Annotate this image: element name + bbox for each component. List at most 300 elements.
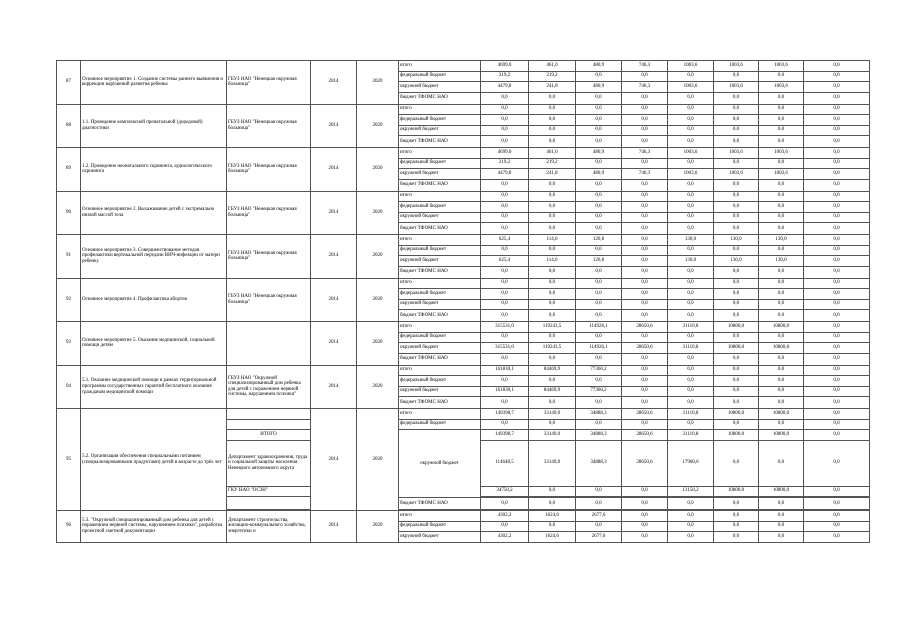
- value-cell: 130,0: [714, 256, 759, 267]
- table-row: [57, 511, 870, 522]
- start-year: 2014: [311, 191, 357, 235]
- value-cell: 10800,0: [714, 343, 759, 354]
- value-cell: 1624,6: [529, 532, 576, 543]
- value-cell: 0,0: [622, 386, 668, 397]
- value-cell: 0,0: [576, 353, 622, 365]
- end-year: 2020: [357, 278, 399, 322]
- table-body: [57, 61, 870, 543]
- value-cell: 149398,7: [481, 430, 529, 441]
- source-label: бюджет ТФОМС НАО: [399, 266, 481, 278]
- row-number: 91: [57, 235, 81, 279]
- value-cell: 0,0: [714, 266, 759, 278]
- end-year: 2020: [357, 365, 399, 409]
- value-cell: 114926,1: [576, 322, 622, 333]
- value-cell: 0,0: [804, 82, 870, 93]
- value-cell: 0,0: [804, 440, 870, 486]
- value-cell: 0,0: [714, 179, 759, 191]
- value-cell: 0,0: [481, 125, 529, 136]
- value-cell: 2677,6: [576, 511, 622, 522]
- value-cell: 0,0: [714, 440, 759, 486]
- activity-name: 5.2. Организация обеспечения специальными питанием (специализированными продуктами) детей в возрасте до трёх лет: [81, 409, 227, 511]
- value-cell: 0,0: [759, 266, 804, 278]
- source-label: итого: [399, 104, 481, 115]
- value-cell: 241,8: [529, 82, 576, 93]
- source-label: федеральный бюджет: [399, 202, 481, 213]
- value-cell: 161830,1: [481, 365, 529, 376]
- value-cell: 0,0: [759, 115, 804, 126]
- value-cell: 0,0: [668, 332, 714, 343]
- value-cell: 0,0: [576, 104, 622, 115]
- source-label: федеральный бюджет: [399, 376, 481, 387]
- value-cell: 0,0: [668, 397, 714, 409]
- value-cell: 0,0: [622, 115, 668, 126]
- value-cell: 0,0: [714, 115, 759, 126]
- value-cell: 0,0: [576, 486, 622, 497]
- value-cell: 10800,0: [759, 430, 804, 441]
- executor: ГБУЗ НАО "Ненецкая окружная больница": [227, 278, 311, 322]
- value-cell: 0,0: [759, 125, 804, 136]
- value-cell: 10800,0: [759, 322, 804, 333]
- value-cell: 28650,6: [622, 409, 668, 420]
- value-cell: 219,2: [481, 158, 529, 169]
- row-number: 95: [57, 409, 81, 511]
- value-cell: 33149,0: [529, 440, 576, 486]
- value-cell: 0,0: [714, 92, 759, 104]
- activity-name: Основное мероприятие 5. Оказание медицинской, социальной помощи детям: [81, 322, 227, 366]
- value-cell: 0,0: [668, 223, 714, 235]
- value-cell: 0,0: [804, 245, 870, 256]
- end-year: 2020: [357, 104, 399, 148]
- value-cell: 0,0: [622, 212, 668, 223]
- value-cell: 0,0: [804, 332, 870, 343]
- value-cell: 0,0: [759, 179, 804, 191]
- value-cell: 219,2: [481, 71, 529, 82]
- value-cell: 625,4: [481, 256, 529, 267]
- value-cell: 0,0: [622, 310, 668, 322]
- value-cell: 28650,6: [622, 440, 668, 486]
- value-cell: 0,0: [804, 223, 870, 235]
- value-cell: 0,0: [759, 289, 804, 300]
- start-year: 2014: [311, 61, 357, 105]
- value-cell: 0,0: [529, 299, 576, 310]
- value-cell: 10800,0: [714, 486, 759, 497]
- value-cell: 0,0: [759, 397, 804, 409]
- value-cell: 0,0: [481, 376, 529, 387]
- value-cell: 0,0: [622, 486, 668, 497]
- source-label: окружной бюджет: [399, 169, 481, 180]
- value-cell: 0,0: [668, 158, 714, 169]
- executor: ГБУЗ НАО "Ненецкая окружная больница": [227, 235, 311, 279]
- value-cell: 0,0: [481, 245, 529, 256]
- value-cell: 746,3: [622, 148, 668, 159]
- value-cell: 0,0: [668, 289, 714, 300]
- value-cell: 4479,8: [481, 169, 529, 180]
- value-cell: 31110,8: [668, 322, 714, 333]
- value-cell: 28650,6: [622, 430, 668, 441]
- value-cell: 33149,0: [529, 430, 576, 441]
- value-cell: 0,0: [668, 212, 714, 223]
- value-cell: 0,0: [529, 202, 576, 213]
- value-cell: 0,0: [804, 430, 870, 441]
- source-label: федеральный бюджет: [399, 289, 481, 300]
- end-year: 2020: [357, 409, 399, 511]
- value-cell: 0,0: [668, 245, 714, 256]
- value-cell: 0,0: [804, 92, 870, 104]
- value-cell: 0,0: [529, 486, 576, 497]
- value-cell: 315531,0: [481, 322, 529, 333]
- value-cell: 0,0: [804, 71, 870, 82]
- value-cell: 4302,2: [481, 532, 529, 543]
- value-cell: 0,0: [714, 104, 759, 115]
- source-label: федеральный бюджет: [399, 71, 481, 82]
- value-cell: 0,0: [481, 498, 529, 510]
- source-label: итого: [399, 278, 481, 289]
- value-cell: 4699,0: [481, 61, 529, 72]
- value-cell: 0,0: [714, 419, 759, 430]
- value-cell: 0,0: [576, 521, 622, 532]
- value-cell: 0,0: [529, 521, 576, 532]
- value-cell: 0,0: [804, 148, 870, 159]
- value-cell: 0,0: [759, 521, 804, 532]
- source-label: федеральный бюджет: [399, 245, 481, 256]
- source-label: окружной бюджет: [399, 430, 481, 498]
- value-cell: 0,0: [759, 92, 804, 104]
- value-cell: 0,0: [714, 71, 759, 82]
- source-label: итого: [399, 409, 481, 420]
- table-row: [57, 191, 870, 202]
- source-label: окружной бюджет: [399, 125, 481, 136]
- value-cell: 0,0: [622, 353, 668, 365]
- value-cell: 0,0: [481, 419, 529, 430]
- value-cell: 1624,6: [529, 511, 576, 522]
- source-label: итого: [399, 235, 481, 246]
- value-cell: 746,3: [622, 169, 668, 180]
- value-cell: 0,0: [622, 71, 668, 82]
- value-cell: 0,0: [481, 266, 529, 278]
- value-cell: 0,0: [622, 278, 668, 289]
- value-cell: 0,0: [668, 125, 714, 136]
- value-cell: 0,0: [759, 245, 804, 256]
- executor: ГБУЗ НАО "Окружной специализированный дом ребенка для детей с поражением нервной системы, нарушением психики": [227, 365, 311, 409]
- source-label: бюджет ТФОМС НАО: [399, 310, 481, 322]
- value-cell: 0,0: [668, 202, 714, 213]
- value-cell: 0,0: [622, 299, 668, 310]
- value-cell: 0,0: [804, 278, 870, 289]
- value-cell: 0,0: [576, 212, 622, 223]
- value-cell: 0,0: [622, 332, 668, 343]
- value-cell: 0,0: [714, 136, 759, 148]
- value-cell: 0,0: [576, 191, 622, 202]
- row-number: 93: [57, 322, 81, 366]
- row-number: 94: [57, 365, 81, 409]
- value-cell: 480,9: [576, 148, 622, 159]
- source-label: итого: [399, 322, 481, 333]
- value-cell: 480,9: [576, 169, 622, 180]
- value-cell: 480,9: [576, 61, 622, 72]
- value-cell: 130,0: [668, 235, 714, 246]
- row-number: 90: [57, 191, 81, 235]
- value-cell: 120,8: [576, 235, 622, 246]
- value-cell: 0,0: [759, 191, 804, 202]
- value-cell: 0,0: [804, 376, 870, 387]
- value-cell: 1003,6: [714, 148, 759, 159]
- value-cell: 0,0: [714, 498, 759, 510]
- value-cell: 0,0: [804, 521, 870, 532]
- table-row: [57, 235, 870, 246]
- value-cell: 0,0: [714, 158, 759, 169]
- value-cell: 0,0: [576, 125, 622, 136]
- source-label: окружной бюджет: [399, 212, 481, 223]
- value-cell: 0,0: [714, 278, 759, 289]
- value-cell: 0,0: [759, 332, 804, 343]
- start-year: 2014: [311, 148, 357, 192]
- value-cell: 0,0: [481, 136, 529, 148]
- value-cell: 0,0: [622, 289, 668, 300]
- value-cell: 17960,6: [668, 440, 714, 486]
- value-cell: 114,6: [529, 256, 576, 267]
- value-cell: 0,0: [804, 498, 870, 510]
- value-cell: 0,0: [759, 386, 804, 397]
- value-cell: 480,9: [576, 82, 622, 93]
- value-cell: 0,0: [804, 299, 870, 310]
- value-cell: 219,2: [529, 71, 576, 82]
- value-cell: 0,0: [529, 104, 576, 115]
- value-cell: 0,0: [576, 376, 622, 387]
- value-cell: 0,0: [622, 532, 668, 543]
- source-label: федеральный бюджет: [399, 419, 481, 430]
- value-cell: 130,0: [759, 235, 804, 246]
- value-cell: 0,0: [481, 278, 529, 289]
- source-label: бюджет ТФОМС НАО: [399, 223, 481, 235]
- value-cell: 1003,6: [759, 169, 804, 180]
- value-cell: 34888,3: [576, 440, 622, 486]
- value-cell: 0,0: [529, 310, 576, 322]
- source-label: бюджет ТФОМС НАО: [399, 92, 481, 104]
- value-cell: 1003,6: [668, 82, 714, 93]
- value-cell: 0,0: [529, 266, 576, 278]
- executor: [227, 322, 311, 366]
- value-cell: 0,0: [668, 92, 714, 104]
- value-cell: 0,0: [714, 353, 759, 365]
- value-cell: 0,0: [714, 125, 759, 136]
- value-cell: 0,0: [622, 376, 668, 387]
- value-cell: 0,0: [576, 136, 622, 148]
- source-label: федеральный бюджет: [399, 332, 481, 343]
- value-cell: 0,0: [576, 498, 622, 510]
- table-row: [57, 104, 870, 115]
- value-cell: 0,0: [622, 125, 668, 136]
- source-label: итого: [399, 365, 481, 376]
- value-cell: 120,8: [576, 256, 622, 267]
- value-cell: 31110,8: [668, 430, 714, 441]
- value-cell: 0,0: [576, 115, 622, 126]
- value-cell: 0,0: [668, 71, 714, 82]
- value-cell: 0,0: [529, 332, 576, 343]
- value-cell: 0,0: [759, 71, 804, 82]
- value-cell: 13150,2: [668, 486, 714, 497]
- value-cell: 0,0: [576, 310, 622, 322]
- value-cell: 0,0: [714, 532, 759, 543]
- value-cell: 0,0: [804, 104, 870, 115]
- value-cell: 0,0: [622, 521, 668, 532]
- value-cell: 0,0: [481, 332, 529, 343]
- value-cell: 0,0: [759, 498, 804, 510]
- value-cell: 0,0: [804, 419, 870, 430]
- value-cell: 34888,3: [576, 409, 622, 420]
- value-cell: 0,0: [668, 365, 714, 376]
- value-cell: 0,0: [804, 322, 870, 333]
- source-label: федеральный бюджет: [399, 521, 481, 532]
- value-cell: 0,0: [576, 289, 622, 300]
- value-cell: 0,0: [576, 245, 622, 256]
- value-cell: 0,0: [804, 115, 870, 126]
- source-label: итого: [399, 148, 481, 159]
- table-row: [57, 365, 870, 376]
- value-cell: 0,0: [804, 409, 870, 420]
- budget-table: [56, 60, 870, 543]
- value-cell: 130,0: [668, 256, 714, 267]
- value-cell: 0,0: [481, 179, 529, 191]
- value-cell: 0,0: [481, 223, 529, 235]
- value-cell: 0,0: [668, 136, 714, 148]
- value-cell: 0,0: [759, 223, 804, 235]
- value-cell: 0,0: [481, 289, 529, 300]
- value-cell: 0,0: [622, 191, 668, 202]
- value-cell: 0,0: [804, 179, 870, 191]
- value-cell: 0,0: [668, 532, 714, 543]
- value-cell: 0,0: [529, 92, 576, 104]
- value-cell: 119243,5: [529, 343, 576, 354]
- table-row: [57, 61, 870, 72]
- value-cell: 0,0: [804, 353, 870, 365]
- value-cell: 28650,6: [622, 322, 668, 333]
- value-cell: 0,0: [481, 397, 529, 409]
- value-cell: 0,0: [668, 353, 714, 365]
- value-cell: 0,0: [668, 376, 714, 387]
- value-cell: 0,0: [668, 521, 714, 532]
- value-cell: 1003,6: [714, 61, 759, 72]
- end-year: 2020: [357, 322, 399, 366]
- source-label: федеральный бюджет: [399, 158, 481, 169]
- value-cell: 0,0: [759, 532, 804, 543]
- value-cell: 0,0: [804, 158, 870, 169]
- value-cell: 315531,0: [481, 343, 529, 354]
- value-cell: 10800,0: [759, 343, 804, 354]
- value-cell: 0,0: [668, 266, 714, 278]
- value-cell: 0,0: [804, 266, 870, 278]
- value-cell: 0,0: [481, 299, 529, 310]
- end-year: 2020: [357, 511, 399, 543]
- value-cell: 0,0: [622, 397, 668, 409]
- value-cell: 0,0: [622, 235, 668, 246]
- value-cell: 0,0: [668, 191, 714, 202]
- start-year: 2014: [311, 235, 357, 279]
- value-cell: 0,0: [714, 386, 759, 397]
- value-cell: 0,0: [576, 71, 622, 82]
- value-cell: 10800,0: [759, 486, 804, 497]
- executor-blank: [227, 419, 311, 430]
- activity-name: Основное мероприятие 1. Создание системы раннего выявления и коррекции нарушений развития ребенка: [81, 61, 227, 105]
- activity-name: Основное мероприятие 2. Выхаживание детей с экстремально низкой массой тела: [81, 191, 227, 235]
- start-year: 2014: [311, 511, 357, 543]
- value-cell: 0,0: [804, 191, 870, 202]
- executor-blank: [227, 409, 311, 420]
- value-cell: 0,0: [576, 419, 622, 430]
- value-cell: 4302,2: [481, 511, 529, 522]
- value-cell: 0,0: [714, 223, 759, 235]
- value-cell: 0,0: [529, 353, 576, 365]
- value-cell: 461,0: [529, 148, 576, 159]
- source-label: итого: [399, 191, 481, 202]
- value-cell: 0,0: [668, 278, 714, 289]
- start-year: 2014: [311, 322, 357, 366]
- value-cell: 0,0: [804, 343, 870, 354]
- table-row: [57, 322, 870, 333]
- executor: ГБУЗ НАО "Ненецкая окружная больница": [227, 148, 311, 192]
- value-cell: 34750,2: [481, 486, 529, 497]
- value-cell: 0,0: [714, 299, 759, 310]
- source-label: окружной бюджет: [399, 82, 481, 93]
- end-year: 2020: [357, 148, 399, 192]
- value-cell: 34888,3: [576, 430, 622, 441]
- value-cell: 0,0: [759, 158, 804, 169]
- value-cell: 0,0: [804, 532, 870, 543]
- value-cell: 0,0: [759, 440, 804, 486]
- row-number: 96: [57, 511, 81, 543]
- source-label: бюджет ТФОМС НАО: [399, 179, 481, 191]
- value-cell: 0,0: [759, 202, 804, 213]
- value-cell: 0,0: [576, 278, 622, 289]
- row-number: 89: [57, 148, 81, 192]
- value-cell: 0,0: [622, 419, 668, 430]
- end-year: 2020: [357, 61, 399, 105]
- value-cell: 0,0: [529, 498, 576, 510]
- row-number: 87: [57, 61, 81, 105]
- value-cell: 0,0: [714, 191, 759, 202]
- activity-name: 1.1. Проведение комплексной пренатальной (дородовой) диагностики: [81, 104, 227, 148]
- value-cell: 746,3: [622, 61, 668, 72]
- source-label: окружной бюджет: [399, 256, 481, 267]
- value-cell: 0,0: [714, 212, 759, 223]
- value-cell: 0,0: [622, 498, 668, 510]
- value-cell: 0,0: [576, 332, 622, 343]
- value-cell: 0,0: [529, 245, 576, 256]
- value-cell: 0,0: [529, 125, 576, 136]
- value-cell: 0,0: [529, 136, 576, 148]
- value-cell: 4479,8: [481, 82, 529, 93]
- executor: ГБУЗ НАО "Ненецкая окружная больница": [227, 104, 311, 148]
- value-cell: 84469,9: [529, 365, 576, 376]
- executor-blank: [227, 498, 311, 510]
- end-year: 2020: [357, 235, 399, 279]
- value-cell: 0,0: [481, 202, 529, 213]
- activity-name: 5.1. Оказание медицинской помощи в рамках территориальной программы государственных гарантий бесплатного оказания гражданам медицинской помощи: [81, 365, 227, 409]
- start-year: 2014: [311, 409, 357, 511]
- value-cell: 0,0: [714, 521, 759, 532]
- source-label: бюджет ТФОМС НАО: [399, 498, 481, 510]
- value-cell: 1003,6: [668, 148, 714, 159]
- row-number: 92: [57, 278, 81, 322]
- value-cell: 10800,0: [714, 409, 759, 420]
- value-cell: 0,0: [804, 169, 870, 180]
- end-year: 2020: [357, 191, 399, 235]
- value-cell: 0,0: [668, 511, 714, 522]
- value-cell: 161830,1: [481, 386, 529, 397]
- value-cell: 0,0: [529, 278, 576, 289]
- value-cell: 31110,8: [668, 409, 714, 420]
- value-cell: 0,0: [804, 61, 870, 72]
- value-cell: 10800,0: [759, 409, 804, 420]
